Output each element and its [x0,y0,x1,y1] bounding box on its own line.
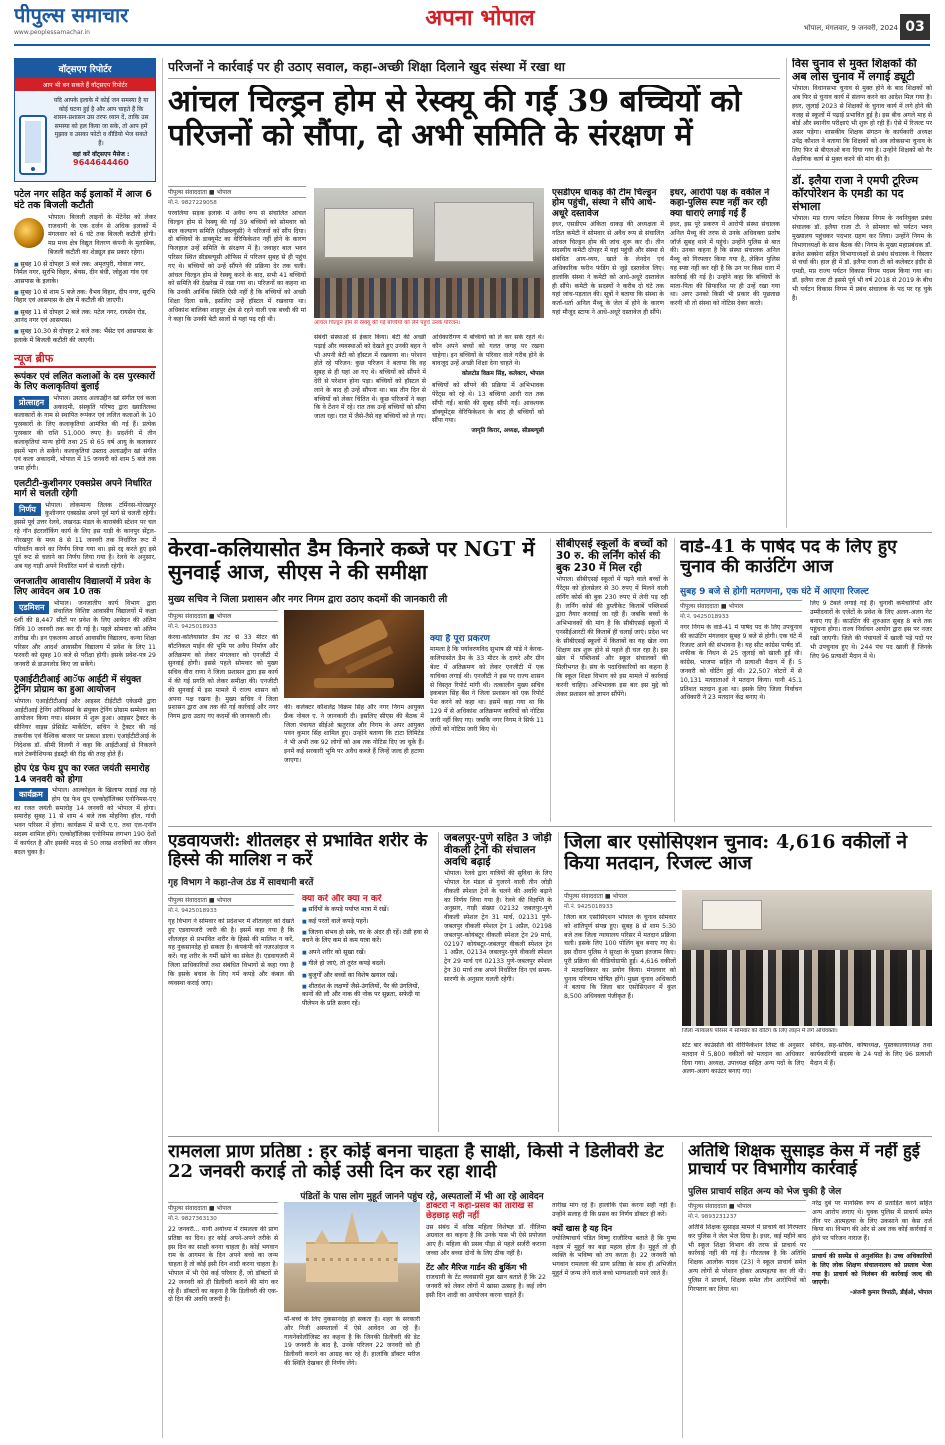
ram-subhead: पंडितों के पास लोग मुहूर्त जानने पहुंच रहे, अस्पतालों में भी आ रहे आवेदन [300,1192,544,1202]
lead-photo-caption: आंचल चिल्ड्रन होम से रेस्क्यू की गई बच्चियों को लेने पहुंचे उनके परिजन। [314,320,461,326]
brief-label: एडमिशन [14,601,49,614]
tourism-md-headline: डॉ. इलैया राजा ने एमपी टूरिज्म कॉरपोरेशन के एमडी का पद संभाला [792,174,919,213]
ward-byline: पीपुल्स संवाददाता ■ भोपाल [680,600,802,612]
bulb-icon [14,218,44,248]
kerwa-phone: मो.नं. 9425018933 [168,624,217,630]
kerwa-story [168,538,544,822]
dos-donts-title: क्या करें और क्या न करें [302,894,382,904]
cbse-story [556,538,668,822]
lead-story [168,58,780,528]
phone-icon [19,115,47,175]
brief-item [14,577,156,670]
deo-quote-text: प्राचार्य की सस्पेंड से अनुशंसित है। उच्च अधिकारियों के लिए लोक शिक्षण संचालनालय को प्रस्ताव भेजा गया है। प्राचार्य को निलंबन की कार्रवाई जल्द की जाएगी। [812,1252,932,1287]
power-cut-headline: पटेल नगर सहित कई इलाकों में आज 6 घंटे तक बिजली कटौती [14,189,152,211]
section-title: अपना भोपाल [425,6,535,31]
sidebar [14,58,156,1438]
advisory-headline: एडवायजरी: शीतलहर से प्रभावित शरीर के हिस्से की मालिश न करें [168,832,428,871]
bar-photo-caption: जिला न्यायालय परिसर में सोमवार को वोटिंग के लिए लाइन में लगे अधिवक्ता। [682,1028,838,1034]
guest-subhead: पुलिस प्राचार्य सहित अन्य को भेज चुकी है जेल [688,1187,842,1197]
kerwa-col-1: केरवा-कलियासोत डैम तट से 33 मीटर की बॉटनिकल माईन की भूमि पर अवैध निर्माण और अतिक्रमण को लेकर मंगलवार को एनजीटी में सुनवाई होगी। इससे पहले सोमवार को मुख्य सचिव वीरा राणा ने जिला प्रशासन द्वारा इस कार्य में की गई प्रगति को लेकर समीक्षा की। एनजीटी की सुनवाई में इस मामले में राज्य शासन को अपना पक्ष रखना है। मुख्य सचिव ने जिला प्रशासन द्वारा अब तक की गई कार्रवाई और नगर निगम द्वारा उठाए गए कदमों की जानकारी ली। [168,634,278,721]
section-rule [168,532,932,533]
brief-body: भोपाल। आल्कोहल के खिलाफ लड़ाई लड़ रहे होप एंड फेथ ग्रुप एल्कोहॉलिक्स एनोनिमस-एए का रजत जयंती समारोह 14 जनवरी को भोपाल में होगा। समारोह सुबह 11 से शाम 4 बजे तक मोहनिया हॉल, गांधी भवन परिसर में होगा। कार्यक्रम में सभी ए.ए. तथा एल-एनॉन सदस्य शामिल होंगे। एल्कोहॉलिक्स एनोनिमस लगभग 190 देशों में कार्यरत है और इसकी मदद से 50 लाख शराबियों का जीवन बदल चुका है। [14,787,156,856]
ram-byline: पीपुल्स संवाददाता ■ भोपाल [168,1202,278,1214]
tent-subhead: टेंट और मैरिज गार्डन की बुकिंग भी [426,1262,527,1272]
cbse-body: भोपाल। सीबीएसई स्कूलों में पढ़ने वाले बच्चों के पैरेंट्स को होलसेलर से 30 रुपए में मिलने वाली लर्निंग कोर्स की बुक 230 रुपए में लेनी पड़ रही है। लर्निंग कोर्स की डुप्लीकेट किताबें पब्लिशर्स द्वारा तैयार करवाई जा रही हैं। जबकि बच्चों के अभिभावकों की मांग है कि सीबीएसई स्कूलों में एनसीईआरटी की किताबें ही चलाई जाएं। प्रदेश भर के सीबीएसई स्कूलों में किताबों का यह खेल नया शिक्षण सत्र शुरू होने से पहले ही चल रहा है। इस खेल में पब्लिशर्स और स्कूल संचालकों की मिलीभगत है। संघ के पदाधिकारियों का कहना है कि स्कूल शिक्षा विभाग को इस मामले में कार्रवाई करनी चाहिए। अभिभावक इस बार इस मुद्दे को लेकर प्रशासन को ज्ञापन सौंपेंगे। [556,576,668,698]
temple-photo [284,1202,420,1312]
brief-item [14,372,156,474]
ram-col-2: माँ-बच्चे के लिए नुकसानदेह हो सकता है। शहर के सरकारी और निजी अस्पतालों में ऐसे आवेदन आ रहे हैं। गायनेकोलॉजिस्ट का कहना है कि जिनकी डिलीवरी की डेट 19 जनवरी के बाद है, उनके परिजन 22 जनवरी को ही डिलीवरी कराने का आग्रह कर रहे हैं। हालांकि डॉक्टर मरीज की स्थिति देखकर ही निर्णय लेंगे। [284,1316,420,1367]
kerwa-subhead: मुख्य सचिव ने जिला प्रशासन और नगर निगम द्वारा उठाए कदमों की जानकारी ली [168,594,448,605]
bar-phone: मो.नं. 9425018933 [564,904,613,910]
whatsapp-prompt: वहां करें वॉट्सएप मैसेज : [72,151,130,159]
do-item: ■ अपने शरीर को सूखा रखें। [302,949,432,957]
brief-item [14,479,156,572]
tent-body: राजधानी के टेंट व्यवसायी मुन्ना खान बताते हैं कि 22 जनवरी को लेकर लोगों में खासा उत्साह है। कई लोग इसी दिन शादी का आयोजन करना चाहते हैं। [426,1273,546,1299]
guest-phone: मो.नं. 9893231237 [688,1214,737,1220]
do-item: ■ गीले हो जाएं, तो तुरंत कपड़े बदलें। [302,960,432,968]
lead-col-1: परवलिया सड़क इलाके में अवैध रूप से संचालित आंचल चिल्ड्रन होम से रेस्क्यू की गईं 39 बच्चियों को सोमवार को बाल कल्याण समिति (सीडब्ल्यूसी) ने परिजनों को सौंप दिया। दो बच्चियों के डाक्यूमेंट का वेरिफिकेशन नहीं होने के कारण फिलहाल उन्हें समिति के संरक्षण में है। जवाहर बाल भवन परिसर स्थित सीडब्ल्यूसी ऑफिस में परिजन सुबह से ही पहुंच गए थे। बच्चियों को उन्हें सौंपने की प्रक्रिया देर तक चली। आंचल चिल्ड्रन होम से रेस्क्यू करने के बाद, सभी 41 बच्चियों को समिति की देखरेख में रखा गया था। परिजनों का कहना था कि उनकी आर्थिक स्थिति ऐसी नहीं है कि बच्चियों को अच्छी शिक्षा दिला सकें, इसलिए उन्हें हॉस्टल में रखवाया था। अधिकांश बालिका शाहपुर क्षेत्र से रहने वाली एक बच्ची की मां ने कहा कि उनकी बेटी सालों से यहां पढ़ रही थी। [168,210,306,323]
power-cut-item: ■ सुबह 10 से शाम 5 बजे तक: वैभव विहार, दीप नगर, सुरभि विहार एवं आसपास के क्षेत्र में कटौती की जाएगी। [14,289,156,306]
website[interactable]: www.peoplessamachar.in [14,29,90,37]
do-item: ■ सर्दियों के कपड़े पर्याप्त मात्रा में रखें। [302,906,432,914]
quote-text: अधिकारीगण में बच्चियों को ले कर सके रहते थे। कौन अपने बच्चों को गलत जगह पर रखना चाहेगा। इन बच्चियों के परिवार वाले गरीब होने के बावजूद उन्हें अच्छी शिक्षा देना चाहते थे। [432,334,544,368]
col-divider [674,538,675,822]
brief-item [14,675,156,759]
doctors-body: उस संबंध में वरिष्ठ महिला विशेषज्ञ डॉ. नीलिमा अग्रवाल का कहना है कि उनके पास भी ऐसे प्रपोजल आए हैं। महिला की प्रसव पीड़ा से पहले सर्जरी कराना जच्चा और बच्चा दोनों के लिए ठीक नहीं है। [426,1223,546,1257]
bar-photo [682,890,932,1026]
dos-donts-box [302,894,432,1132]
bar-col-3: सचिव, सह-सचिव, कोषाध्यक्ष, पुस्तकालयाध्यक्ष तथा कार्यकारिणी सदस्य के 24 पदों के लिए 96 प्रत्याशी मैदान में हैं। [810,1042,932,1067]
ward-col-1: नगर निगम के वार्ड-41 में पार्षद पद के लिए उपचुनाव की काउंटिंग मंगलवार सुबह 9 बजे से होगी। एक घंटे में रिजल्ट आने की संभावना है। यह सीट कांग्रेस पार्षद डॉ. शफीक के निधन से 25 जुलाई को खाली हुई थी। कांग्रेस, भाजपा सहित नौ प्रत्याशी मैदान में हैं। 5 जनवरी को वोटिंग हुई थी। 22,507 वोटरों में से 10,131 मतदाताओं ने मतदान किया। यानी 45.1 प्रतिशत मतदान हुआ था। इसके लिए जिला निर्वाचन अधिकारी ने 23 मतदान केंद्र बनाए थे। [680,624,802,702]
do-item: ■ कई परतों वाले कपड़े पहनें। [302,918,432,926]
quote-text: बच्चियों को सौंपने की प्रक्रिया में अभिभावक पेरेंट्स को रहे थे। 13 बच्चियां आधी रात तक सौंपी गईं। बाकी की सुबह सौंपी गईं। आवश्यक डॉक्यूमेंट्स वेरिफिकेशन के बाद ही बच्चियों को सौंपा गया। [432,382,544,425]
whatsapp-subtitle: आप भी बन सकते हैं वॉट्सएप रिपोर्टर [15,78,155,91]
lead-quotes [432,334,544,528]
deo-quote-author: -अंजनी कुमार त्रिपाठी, डीईओ, भोपाल [849,1290,932,1297]
dateline: भोपाल, मंगलवार, 9 जनवरी, 2024 [803,24,898,32]
kerwa-col-2: की। कलेक्टर कौशलेंद्र विक्रम सिंह और नगर निगम आयुक्त फ्रैंक नोबल ए. ने जानकारी दी। इसलिए सीएस की बैठक में जिला पंचायत सीईओ ऋतुराज और निगम के अपर आयुक्त पवन कुमार सिंह शामिल हुए। उन्होंने बताया कि टाटा लिमिटेड ने भी अभी तक 92 लोगों को अब तक नोटिस दिए जा चुके हैं। इनमें कई सरकारी भूमि पर अवैध कब्जे हैं जिन्हें जल्द ही हटाया जाएगा। [284,704,424,764]
guest-col-1: अतिथि शिक्षक सुसाइड मामले में प्राचार्य को गिरफ्तार कर पुलिस ने जेल भेज दिया है। इधर, कई महीने बाद भी स्कूल शिक्षा विभाग की तरफ से प्राचार्य पर कार्रवाई नहीं की गई है। गौरतलब है कि अतिथि शिक्षक आलोक यादव (23) ने स्कूल प्राचार्य समेत अन्य लोगों से परेशान होकर आत्महत्या कर ली थी। पुलिस ने प्राचार्य, शिक्षक समेत तीन आरोपियों को गिरफ्तार कर लिया था। [688,1224,806,1293]
brief-item [14,764,156,857]
why-special-subhead: क्यों खास है यह दिन [552,1223,613,1233]
lead-photo [314,188,544,318]
ram-headline: रामलला प्राण प्रतिष्ठा : हर कोई बनना चाहता है साक्षी, किसी ने डिलीवरी डेट 22 जनवरी कराई तो कोई उसी दिन कर रहा शादी [168,1142,664,1183]
brief-headline: एआईटीटीआई आॅफ आईटी में संयुक्त ट्रेनिंग प्रोग्राम का हुआ आयोजन [14,675,142,696]
lead-headline: आंचल चिल्ड्रन होम से रेस्क्यू की गईं 39 बच्चियों को परिजनों को सौंपा, दो अभी समिति के संरक्षण में [168,85,742,153]
brief-body: भोपाल। लोकमान्य तिलक टर्मिनस-गोरखपुर कुशीनगर एक्सप्रेस अपने पूर्व मार्ग से चलती रहेगी। इससे पूर्व उत्तर रेलवे, लखनऊ मंडल के बाराबंकी स्टेशन पर चल रहे नॉन इंटरलॉकिंग कार्य के लिए इस गाड़ी के कानपुर सेंट्रल-गोरखपुर के मध्य 8 से 11 जनवरी तक निर्धारित रूट में परिवर्तन करने का निर्णय लिया गया था। इसे रद्द करते हुए इसे पूर्व रूट से चलाने का निर्णय लिया गया है। रेलवे के अनुसार, अब यह गाड़ी अपने निर्धारित मार्ग से चलती रहेगी। [14,501,156,571]
lead-byline: पीपुल्स संवाददाता ■ भोपाल [168,186,306,198]
ward-story [680,538,932,822]
col-divider [550,538,551,822]
whatsapp-number[interactable]: 9644644460 [73,158,129,168]
brief-body: भोपाल। जनजातीय कार्य विभाग द्वारा संचालित विशिष्ट आवासीय विद्यालयों में कक्षा 6वीं की 8,447 सीटों पर प्रवेश के लिए आवेदन की अंतिम तिथि 10 जनवरी तक कर दी गई है। पहले सोमवार को अंतिम तारीख थी। इन एकलव्य आदर्श आवासीय विद्यालय, कन्या शिक्षा परिसर और आदर्श आवासीय विद्यालय में प्रवेश के लिए 11 फरवरी को सुबह 10 बजे से परीक्षा होगी। इसके प्रवेश-पत्र 29 जनवरी से डाउनलोड किए जा सकेंगे। [14,599,156,669]
ram-col-1: 22 जनवरी... यानी अयोध्या में रामलला की प्राण प्रतिष्ठा का दिन। हर कोई अपने-अपने तरीके से इस दिन का साक्षी बनना चाहता है। कोई भगवान राम के आगमन के दिन अपने बच्चे का जन्म चाहता है तो कोई इसी दिन शादी करना चाहता है। भोपाल में भी ऐसे कई परिवार हैं, जो डॉक्टरों से 22 जनवरी को ही डिलीवरी कराने की मांग कर रहे हैं। डॉक्टरों का कहना है कि डिलीवरी की एक-दो दिन की अवधि जरूरी है। [168,1226,278,1304]
trains-body: भोपाल। रेलवे द्वारा यात्रियों की सुविधा के लिए भोपाल रेल मंडल से गुजरने वाली तीन जोड़ी वीकली स्पेशल ट्रेनों के चलने की अवधि बढ़ाने का निर्णय लिया गया है। रेलवे की विज्ञप्ति के अनुसार, गाड़ी संख्या 02132 जबलपुर-पुणे वीकली स्पेशल ट्रेन 31 मार्च, 02131 पुणे-जबलपुर वीकली स्पेशल ट्रेन 1 अप्रैल, 02198 जबलपुर-कोयंबटूर वीकली स्पेशल ट्रेन 29 मार्च, 02197 कोयंबटूर-जबलपुर वीकली स्पेशल ट्रेन 1 अप्रैल, 02134 जबलपुर-पुणे वीकली स्पेशल ट्रेन 29 मार्च एवं 02133 पुणे-जबलपुर स्पेशल ट्रेन 30 मार्च तक अपने निर्धारित दिन एवं समय-सारणी के अनुसार चलती रहेगी। [444,870,552,983]
right-col-divider [786,58,787,528]
section-rule [168,826,932,827]
news-brief-title: न्यूज ब्रीफ [14,351,156,368]
ram-col-3 [426,1202,546,1438]
trains-headline: जबलपुर-पुणे सहित 3 जोड़ी वीकली ट्रेनों की संचालन अवधि बढ़ाई [444,832,552,869]
whatsapp-body: यदि आपके इलाके में कोई जन समस्या है या कोई घटना हुई है और आप चाहते हैं कि शासन-प्रशासन उस तरफ ध्यान दें, ताकि उस समस्या को हल किया जा सके, तो आप हमें मुझाव व उसका फोटो व वीडियो भेज सकते हैं। [53,97,149,147]
masthead-rule [14,44,930,46]
advisory-byline: पीपुल्स संवाददाता ■ भोपाल [168,894,294,906]
ward-phone: मो.नं. 9425018933 [680,614,729,620]
guest-col-2-body: नरेंद्र दुबे पर मानसिक रूप से प्रताड़ित करने सहित अन्य आरोप लगाए थे। युवक पुलिस में प्राचार्य समेत तीन पर आत्महत्या के लिए उकसाने का केस दर्ज किया था। विभाग की ओर से अब तक कोई कार्रवाई न होने पर परिजन नाराज हैं। [812,1200,932,1243]
page-number: 03 [900,14,930,40]
lead-phone: मो.नं. 9827229058 [168,200,217,206]
advisory-subhead: गृह विभाग ने कहा-तेज ठंड में सावधानी बरतें [168,878,314,888]
power-cut-item: ■ सुबह 11 से दोपहर 2 बजे तक: पटेल नगर, रायसेन रोड, आनंद नगर एवं आसपास। [14,309,156,326]
brief-body: भोपाल। उस्ताद अलाउद्दीन खां संगीत एवं कला अकादमी, संस्कृति परिषद द्वारा ख्यातिलब्ध कलाकारों के नाम से स्थापित रूपंकर एवं ललित कलाओं के 10 पुरस्कारों के लिए कलाकृतियां आमंत्रित की गई हैं। प्रत्येक पुरस्कार की राशि 51,000 रुपए है। प्रदर्शनी में तीन कलाकृतियां मान्य होंगी तथा 25 से 65 वर्ष आयु के कलाकार इसमें भाग ले सकेंगे। कलाकृतियां उस्ताद अलाउद्दीन खां संगीत एवं कला अकादमी, भोपाल में 15 जनवरी को शाम 5 बजे तक जमा होंगी। [14,394,156,473]
case-subhead: क्या है पूरा प्रकरण [430,634,490,644]
kerwa-case-box [430,634,544,822]
ward-col-2: लिए 9 टेबलें लगाई गई हैं। चुनावी कर्मचारियों और उम्मीदवारों के एजेंटों के प्रवेश के लिए अलग-अलग गेट बनाए गए हैं। काउंटिंग की शुरुआत सुबह 8 बजे तक पहुंचना होगा। राज्य निर्वाचन आयोग द्वारा इस पर नजर रखी जाएगी। जिले की पंचायतों में खाली पड़े पदों पर भी उपचुनाव हुए थे। 244 पंच पद खाली हैं जिनके लिए 96 प्रत्याशी मैदान में थे। [810,600,932,660]
kerwa-byline: पीपुल्स संवाददाता ■ भोपाल [168,610,278,622]
why-special-body: ज्योतिषाचार्य पंडित विष्णु राजौरिया बताते हैं कि पुष्य नक्षत्र में मुहूर्त का बड़ा महत्व होता है। मुहूर्त तो ही व्यक्ति के भविष्य को तय करता है। 22 जनवरी को भगवान रामलला की प्राण प्रतिष्ठा के साथ ही अभिजीत मुहूर्त में जन्म लेने वाले बच्चे भाग्यशाली माने जाते हैं। [552,1234,676,1277]
ward-headline: वार्ड-41 के पार्षद पद के लिए हुए चुनाव की काउंटिंग आज [680,538,897,577]
guest-col-2 [812,1200,932,1438]
sdm-body: इधर, एसडीएम अंकिता धाकड़ की अध्यक्षता में गठित कमेटी ने सोमवार से अवैध रूप से संचालित आंचल चिल्ड्रन होम की जांच शुरू कर दी। तीन सदस्यीय कमेटी दोपहर में यहां पहुंची और संस्था से संबंधित आय-व्यय, खाते के लेनदेन एवं अधिकारिक फरीन फंडिंग से जुड़े दस्तावेज लिए। हालांकि संस्था ने कमेटी को आधे-अधूरे दस्तावेज ही सौंपे। कमेटी के सदस्यों ने करीब दो घंटे तक यहां जांच-पड़ताल की। सूत्रों ने बताया कि संस्था के कर्ता-धर्ता अनिल मैथ्यू के जेल में होने के कारण यहां मौजूद स्टाफ ने आधे-अधूरे दस्तावेज ही सौंपे। [552,221,664,316]
guest-headline: अतिथि शिक्षक सुसाइड केस में नहीं हुई प्राचार्य पर विभागीय कार्रवाई [688,1142,920,1179]
section-rule [168,1136,932,1137]
brief-headline: होप एंड फेथ ग्रुप का रजत जयंती समारोह 14 जनवरी को होगा [14,764,150,785]
quote-author: कोलटोड विक्रम सिंह, कलेक्टर, भोपाल [461,371,544,378]
lawyer-subhead: इधर, आरोपी पक्ष के वकील ने कहा-पुलिस स्पष्ट नहीं कर रही क्या धाराएं लगाई गई हैं [670,188,770,219]
guest-teacher-story [688,1142,932,1438]
logo [14,4,254,44]
case-body: मामला है कि पर्यावरणविद सुभाष सी पांडे ने केरवा-कलियासोत डैम के 33 मीटर के दायरे और ग्रीन बेल्ट में अतिक्रमण को लेकर एनजीटी में एक याचिका लगाई थी। एनजीटी ने इस पर राज्य शासन से विस्तृत रिपोर्ट मांगी थी। तत्कालीन मुख्य सचिव इकबाल सिंह बैंस ने जिला प्रशासन को एक रिपोर्ट पेश करने को कहा था। इसमें कहा गया था कि 129 में से अधिकांश अतिक्रमण कारियों को नोटिस जारी नहीं किए गए। जबकि नगर निगम ने सिर्फ 11 लोगों को नोटिस जारी किए थे। [430,646,544,733]
brief-label: निर्णय [14,503,41,516]
col-divider [558,832,559,1132]
bar-col-2: स्टेट बार काउंसलि की वेरिफिकेशन लिस्ट के अनुसार मतदान में 5,800 वकीलों को मतदान का अधिकार दिया गया। अध्यक्ष, उपाध्यक्ष सहित अन्य पदों के लिए अलग-अलग काउंटर बनाए गए। [682,1042,804,1076]
power-cut-story [14,190,156,345]
news-brief [14,351,156,857]
do-item: ■ शीतदंश के लक्षणों जैसे-उंगलियों, पैर की उंगलियों, कानों की लौ और नाक की नोक पर सुन्नता, सफेदी या पीलेपन के प्रति सजग रहें। [302,983,432,1008]
do-item: ■ जितना संभव हो सके, घर के अंदर ही रहें। ठंडी हवा से बचने के लिए कम से कम यात्रा करें। [302,929,432,946]
power-cut-intro: भोपाल। बिजली लाइनों के मेंटेनेंस को लेकर राजधानी के एक दर्जन से अधिक इलाकों में मंगलवार को 6 घंटे तक बिजली कटौती होगी। मप्र मध्य क्षेत्र विद्युत वितरण कंपनी के मुताबिक, बिजली कटौती का शेड्यूल इस प्रकार रहेगा। [48,213,156,257]
bar-byline: पीपुल्स संवाददाता ■ भोपाल [564,890,676,902]
ram-story [168,1142,676,1438]
lead-kicker: परिजनों ने कार्रवाई पर ही उठाए सवाल, कहा-अच्छी शिक्षा दिलाने खुद संस्था में रखा था [168,58,780,79]
ram-col-4-body: तारीख मांग रहे हैं। हालांकि ऐसा करना सही नहीं है। उन्होंने सलाह दी कि प्रसव का निर्णय डॉक्टर ही करें। [552,1202,676,1218]
ram-col-4 [552,1202,676,1438]
advisory-body: गृह विभाग ने सोमवार को प्रदेशभर में शीतलहर को देखते हुए एडवायजरी जारी की है। इसमें कहा गया है कि शीतलहर से प्रभावित शरीर के हिस्से की मालिश न करें, यह नुकसानदेह हो सकता है। कंपकंपी को नजरअंदाज न करें। यह शरीर के गर्मी खोने का संकेत है। एडवायजरी में जिला प्राधिकारियों तथा संबंधित विभागों से कहा गया है कि इसके बचाव के लिए गर्म कपड़े और कंबल की व्यवस्था कराई जाए। [168,918,294,987]
guest-byline: पीपुल्स संवाददाता ■ भोपाल [688,1200,806,1212]
bar-headline: जिला बार एसोसिएशन चुनाव: 4,616 वकीलों ने किया मतदान, रिजल्ट आज [564,832,908,875]
sidebar-divider [162,58,163,1438]
lok-sabha-duty-body: भोपाल। विधानसभा चुनाव से मुक्त होने के बाद शिक्षकों को अब फिर से चुनाव कार्य में संलग्न करने का आदेश मिल गया है। इधर, जुलाई 2023 से शिक्षकों के चुनाव कार्य में लगे होने की वजह से स्कूलों में पढ़ाई प्रभावित हुई है। इस बीच अगले माह से बोर्ड और स्थानीय परीक्षाएं भी शुरू हो रही हैं। ऐसे में रिजल्ट पर असर पड़ेगा। शासकीय शिक्षक संगठन के कार्यकारी अध्यक्ष उपेंद्र कौशल ने बताया कि शिक्षकों को अब लोकसभा चुनाव के लिए फिर से बीएलओ बना दिया गया है। उन्होंने शिक्षकों को गैर शैक्षणिक कार्य से मुक्त करने की मांग की है। [792,85,932,163]
lead-byline-box [168,186,306,206]
bar-col-1: जिला बार एसोसिएशन भोपाल के चुनाव सोमवार को शांतिपूर्ण संपन्न हुए। सुबह 8 से शाम 5:30 बजे तक जिला न्यायालय परिसर में मतदान प्रक्रिया चली। इसके लिए 100 पोलिंग बूथ बनाए गए थे। इस दौरान पुलिस ने सुरक्षा के पुख्ता इंतजाम किए। पूरी प्रक्रिया की वीडियोग्राफी हुई। 4,616 वकीलों ने मतदाधिकार का प्रयोग किया। मंगलवार को चुनाव परिणाम घोषित होंगे। मुख्य चुनाव अधिकारी ने बताया कि जिला बार एसोसिएशन में कुल 8,500 अधिवक्ता पंजीकृत हैं। [564,914,676,1001]
brief-headline: जनजातीय आवासीय विद्यालयों में प्रवेश के लिए आवेदन अब 10 तक [14,576,151,598]
ram-phone: मो.नं. 9827363130 [168,1216,217,1222]
brief-label: कार्यक्रम [14,788,48,801]
power-cut-item: ■ सुबह 10.30 से दोपहर 2 बजे तक: भैंसेट एवं आसपास के इलाके में बिजली कटौती की जाएगी। [14,328,156,345]
col-divider [438,832,439,1132]
whatsapp-box [14,58,156,182]
right-column [792,58,932,528]
col-divider [682,1142,683,1438]
logo-text: पीपुल्स समाचार [14,4,129,27]
bar-story [564,832,932,1132]
lead-col-2: संबंधी संस्थाओं से इंकार किया। बेटी की अच्छी पढ़ाई और व्यवस्थाओं को देखते हुए उनकी बहन ने भी अपनी बेटी को हॉस्टल में रखवाया था। परेशान होते रहे परिजन: कुछ परिजन ने बताया कि वह सुबह से ही यहां आ गए थे। बच्चियों को सौंपने में देरी से परेशान होना पड़ा। बच्चियों को हॉस्टल से लाने के बाद ही उन्हें सौंपना था। बस तीन दिन से बच्चियों को लेकर चिंतित थे। कुछ परिजनों ने कहा कि वे टेंशन में रहे। रात तक उन्हें बच्चियों को सौंपा जाता रहा। रात में जैसे-तैसे वह बच्चियों को ले गए। [314,334,426,421]
deo-quote [812,1249,932,1296]
cbse-headline: सीबीएसई स्कूलों के बच्चों को 30 रु. की लर्निंग कोर्स की बुक 230 में मिल रही [556,538,668,575]
brief-headline: एलटीटी-कुशीनगर एक्सप्रेस अपने निर्धारित मार्ग से चलती रहेगी [14,478,152,500]
lok-sabha-duty-headline: विस चुनाव से मुक्त शिक्षकों की अब लोस चुनाव में लगाई ड्यूटी [792,58,917,83]
power-cut-item: ■ सुबह 10 से दोपहर 3 बजे तक: अमृतपुरी, गोवाल नगर, निर्मल नगर, सुरभि विहार, श्रेयस, दीन बंधी, जोहुआ गांव एवं आसपास के इलाके। [14,261,156,286]
ward-subhead: सुबह 9 बजे से होगी मतगणना, एक घंटे में आएगा रिजल्ट [680,587,869,597]
do-item: ■ बुजुर्गों और बच्चों का विशेष खयाल रखें। [302,972,432,980]
doctors-subhead: डॉक्टरों ने कहा-प्रसव की तारीख से छेड़छाड़ सही नहीं [426,1202,534,1221]
sdm-subhead: एसडीएम धाकड़ की टीम चिल्ड्रन होम पहुंची, संस्था ने सौंपे आधे-अधूरे दस्तावेज [552,188,657,219]
quote-author: जागृति किरार, अध्यक्ष, सीडब्ल्यूसी [471,428,544,435]
brief-headline: रूपंकर एवं ललित कलाओं के दस पुरस्कारों के लिए कलाकृतियां बुलाई [14,372,156,393]
brief-body: भोपाल। एआईटीटीआई और आइसर टीईटीटी एकेडमी द्वारा आईटीआई ट्रेनिंग ऑफिसर्स के संयुक्त ट्रेनिंग प्रोग्राम सम्मेलन का आयोजन किया गया। संस्थान में शुरू हुआ। आइसर ट्रैक्टर के सीनियर वाइस प्रेसिडेंट मार्केटिंग, सचिन ने ट्रैक्टर की नई तकनीक एवं वैश्विक बाजार पर प्रकाश डाला। एआईटीटीआई के निदेशक डॉ. सीमी विलयी ने कहा कि आईटीआई से निकलने वाले टेक्नीशियन्स इंडस्ट्री की रीढ़ की तरह होते हैं। [14,697,156,758]
advisory-story [168,832,432,1132]
advisory-phone: मो.नं. 9425018933 [168,908,217,914]
whatsapp-title: वॉट्सएप रिपोर्टर [15,59,155,78]
lead-col-3 [552,188,664,528]
masthead [0,0,945,46]
lead-col-4 [670,188,780,528]
tourism-md-body: भोपाल। मप्र राज्य पर्यटन विकास निगम के नवनियुक्त प्रबंध संचालक डॉ. इलैया राजा टी. ने सोमवार को पर्यटन भवन मुख्यालय पहुंचकर पदभार ग्रहण कर लिया। उन्होंने निगम के विभागाध्यक्षों के साथ बैठक की। निगम के मुख्य महाप्रबंधक डॉ. ब्रजेश सक्सेना सहित विभागाध्यक्षों से प्रबंध संचालक ने विस्तार से चर्चा की। हाल ही में डॉ. इलैया राजा टी को कलेक्टर इंदौर से एमडी, मप्र राज्य पर्यटन विकास निगम पदस्थ किया गया था। डॉ. इलैया राजा टी इससे पूर्व भी वर्ष 2018 से 2019 के बीच भी पर्यटन विकास निगम में प्रबंध संचालक के पद पर रह चुके हैं। [792,215,932,302]
lawyer-body: इधर, इस पूरे प्रकरण में आरोपी संस्था संचालक अनिल मैथ्यू की तरफ से उनके अधिवक्ता प्रतोष जॉर्ज सुबह थाने में पहुंचे। उन्होंने पुलिस से बात की। उनका कहना है कि संस्था संचालक अनिल मैथ्यू को गिरफ्तार किया गया है, लेकिन पुलिस यह स्पष्ट नहीं कर रही है कि उन पर किस धारा में कार्रवाई की गई है। उन्होंने कहा कि बच्चियों के माता-पिता की सिफारिश पर ही उन्हें रखा गया था। अगर उनको किसी भी प्रकार की पूछताछ करनी थी तो संस्था को नोटिस देकर करते। [670,221,780,308]
gavel-photo [284,610,424,698]
kerwa-headline: केरवा-कलियासोत डैम किनारे कब्जे पर NGT में सुनवाई आज, सीएस ने की समीक्षा [168,538,535,584]
brief-label: प्रोत्साहन [14,396,49,409]
trains-story [444,832,552,1132]
